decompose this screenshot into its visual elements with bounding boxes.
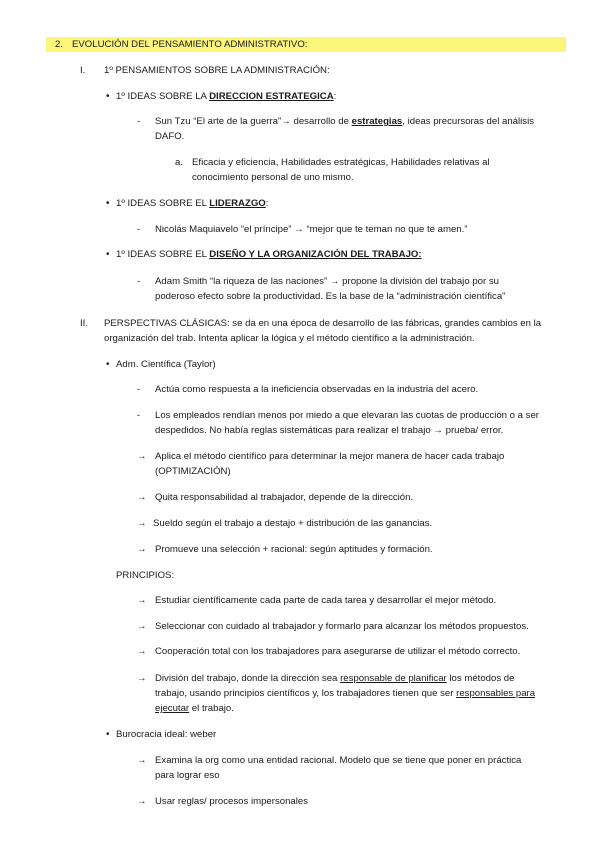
weber-title: Burocracia ideal: weber [116, 729, 217, 740]
item2-topic: LIDERAZGO [209, 198, 266, 209]
weber-item: Examina la org como una entidad racional. Modelo que se tiene que poner en práctica [155, 755, 522, 766]
bullet-icon: • [106, 729, 110, 740]
section1-numeral: I. [80, 65, 86, 76]
taylor-point: Los empleados rendían menos por miedo a que elevaran las cuotas de producción o a ser [155, 410, 539, 421]
heading-title: EVOLUCIÓN DEL PENSAMIENTO ADMINISTRATIVO: [72, 39, 308, 50]
item3-topic: DISEÑO Y LA ORGANIZACIÓN DEL TRABAJO: [209, 249, 422, 260]
arrow-icon: → [137, 621, 147, 632]
item1-sub-line2: conocimiento personal de uno mismo. [192, 172, 354, 183]
principio4-b: los métodos de [446, 673, 515, 684]
principio4-underlined-2: responsables para [456, 688, 536, 699]
section2-numeral: II. [80, 318, 88, 329]
taylor-arrow-point: Promueve una selección + racional: según aptitudes y formación. [155, 544, 433, 555]
dash-marker: - [137, 384, 141, 395]
principio4-line2-a: trabajo, usando principios científicos y, los trabajadores tienen que ser [155, 688, 457, 699]
heading-number: 2. [55, 39, 64, 50]
arrow-icon: → [137, 755, 147, 766]
principio-item: Estudiar científicamente cada parte de cada tarea y desarrollar el mejor método. [155, 595, 497, 606]
item1-line1 [155, 116, 534, 128]
taylor-point: Actúa como respuesta a la ineficiencia observadas en la industria del acero. [155, 384, 479, 395]
principio-item: Cooperación total con los trabajadores para asegurarse de utilizar el método correcto. [155, 646, 521, 657]
item1-heading [116, 91, 336, 103]
item1-line1-c: , ideas precursoras del análisis [402, 116, 534, 127]
arrow-icon: → [433, 425, 443, 436]
principio4-a: División del trabajo, donde la dirección sea [155, 673, 341, 684]
arrow-icon: → [137, 544, 147, 555]
section2-line1: PERSPECTIVAS CLÁSICAS: se da en una época de desarrollo de las fábricas, grandes cambios en la [104, 318, 542, 329]
section1-title: 1º PENSAMIENTOS SOBRE LA ADMINISTRACIÓN: [104, 65, 330, 76]
principio-item: Seleccionar con cuidado al trabajador y formarlo para alcanzar los métodos propuestos. [155, 621, 529, 632]
taylor-arrow-point: Sueldo según el trabajo a destajo + distribución de las ganancias. [153, 518, 433, 529]
item2-prefix: 1º IDEAS SOBRE EL [116, 198, 210, 209]
taylor-arrow-point-cont: (OPTIMIZACIÓN) [155, 466, 231, 477]
arrow-icon: → [137, 595, 147, 606]
item1-suffix: : [333, 91, 337, 102]
principio-item-4-cont2 [155, 703, 234, 715]
item1-keyword: estrategias [351, 116, 403, 127]
principio-item-4-cont [155, 688, 535, 700]
bullet-icon: • [106, 91, 110, 102]
item3-prefix: 1º IDEAS SOBRE EL [116, 249, 210, 260]
dash-marker: - [137, 116, 141, 127]
arrow-icon: → [281, 116, 291, 127]
taylor-title: Adm. Científica (Taylor) [116, 359, 216, 370]
principio4-line3-b: el trabajo. [189, 703, 234, 714]
weber-item-cont: para lograr eso [155, 770, 220, 781]
arrow-icon: → [294, 224, 304, 235]
item2-heading [116, 198, 268, 210]
arrow-icon: → [137, 518, 147, 529]
item3-line1-b: propone la división del trabajo por su [339, 276, 499, 287]
principios-title: PRINCIPIOS: [116, 570, 175, 581]
dash-marker: - [137, 224, 141, 235]
section2-line2: organización del trab. Intenta aplicar la lógica y el método científico a la administración. [104, 333, 475, 344]
item2-line1 [155, 224, 468, 236]
weber-item: Usar reglas/ procesos impersonales [155, 796, 309, 807]
bullet-icon: • [106, 249, 110, 260]
item1-sub-line1: Eficacia y eficiencia, Habilidades estratégicas, Habilidades relativas al [192, 157, 490, 168]
item2-line1-a: Nicolás Maquiavelo “el príncipe” [155, 224, 292, 235]
principio4-underlined-1: responsable de planificar [340, 673, 447, 684]
arrow-icon: → [137, 646, 147, 657]
principio-item-4 [155, 673, 514, 685]
principio4-underlined-3: ejecutar [155, 703, 190, 714]
item3-line1-a: Adam Smith “la riqueza de las naciones” [155, 276, 328, 287]
item3-line2: poderoso efecto sobre la productividad. Es la base de la “administración científica” [155, 291, 506, 302]
arrow-icon: → [137, 796, 147, 807]
dash-marker: - [137, 410, 141, 421]
taylor-arrow-point: Aplica el método científico para determinar la mejor manera de hacer cada trabajo [155, 451, 505, 462]
item1-sub-marker: a. [175, 157, 184, 168]
arrow-icon: → [137, 492, 147, 503]
item2-line1-b: “mejor que te teman no que te amen.” [306, 224, 468, 235]
arrow-icon: → [329, 276, 340, 287]
item1-line2: DAFO. [155, 131, 185, 142]
taylor-point-tail: prueba/ error. [442, 425, 504, 436]
item1-line1-a: Sun Tzu “El arte de la guerra” [155, 116, 282, 127]
item1-line1-b: desarrollo de [290, 116, 352, 127]
item1-topic: DIRECCION ESTRATEGICA [209, 91, 334, 102]
bullet-icon: • [106, 359, 110, 370]
taylor-arrow-point: Quita responsabilidad al trabajador, depende de la dirección. [155, 492, 414, 503]
arrow-icon: → [137, 673, 147, 684]
taylor-point-text: despedidos. No había reglas sistemáticas para realizar el trabajo [155, 425, 434, 436]
dash-marker: - [137, 276, 141, 287]
item3-heading [116, 249, 422, 261]
item3-line1 [155, 276, 499, 288]
taylor-point-cont [155, 425, 503, 437]
item2-suffix: : [265, 198, 269, 209]
bullet-icon: • [106, 198, 110, 209]
item1-prefix: 1º IDEAS SOBRE LA [116, 91, 210, 102]
arrow-icon: → [137, 451, 147, 462]
